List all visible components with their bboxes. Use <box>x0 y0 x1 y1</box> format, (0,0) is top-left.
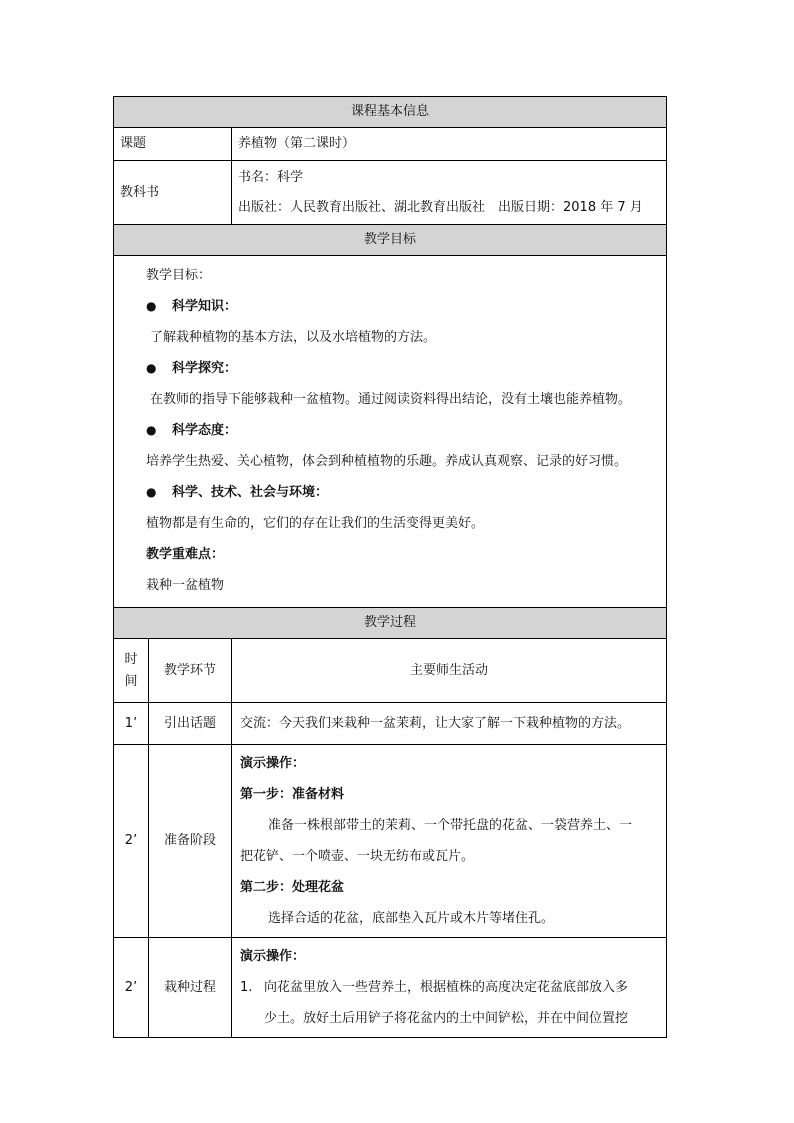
activity-text: 交流：今天我们来栽种一盆茉莉，让大家了解一下栽种植物的方法。 <box>240 715 631 731</box>
topic-value: 养植物（第二课时） <box>232 128 667 161</box>
key-points-text: 栽种一盆植物 <box>146 578 225 593</box>
objective-title: 科学、技术、社会与环境： <box>172 485 329 500</box>
key-points-label: 教学重难点： <box>146 547 225 562</box>
objectives-header: 教学目标 <box>114 225 667 256</box>
step-text: 把花铲、一个喷壶、一块无纺布或瓦片。 <box>240 849 475 864</box>
row-time: 2’ <box>114 745 149 938</box>
objective-title: 科学知识： <box>172 299 238 314</box>
objective-title-row <box>146 415 656 446</box>
process-header: 教学过程 <box>114 608 667 639</box>
lesson-plan-table <box>113 96 667 1038</box>
step-text: 准备一株根部带土的茉莉、一个带托盘的花盆、一袋营养土、一 <box>268 818 633 833</box>
publisher-info: 出版社：人民教育出版社、湖北教育出版社 出版日期：2018 年 7 月 <box>238 199 643 215</box>
bullet-icon: ● <box>146 423 157 437</box>
row-activity <box>232 745 667 938</box>
objective-title-row <box>146 291 656 322</box>
row-activity <box>232 938 667 1038</box>
basic-info-header: 课程基本信息 <box>114 97 667 128</box>
objective-text: 培养学生热爱、关心植物，体会到种植植物的乐趣。养成认真观察、记录的好习惯。 <box>146 454 628 469</box>
demo-label: 演示操作： <box>240 949 306 964</box>
objective-title: 科学探究： <box>172 361 238 376</box>
row-stage: 准备阶段 <box>149 745 232 938</box>
textbook-info <box>232 161 667 225</box>
col-header-time-1: 时 <box>124 651 138 667</box>
col-header-time-2: 间 <box>124 673 138 689</box>
bullet-icon: ● <box>146 485 157 499</box>
textbook-label: 教科书 <box>114 161 232 225</box>
objective-title-row <box>146 353 656 384</box>
col-header-activity: 主要师生活动 <box>232 639 667 703</box>
row-time: 1’ <box>114 703 149 745</box>
bullet-icon: ● <box>146 299 157 313</box>
item-text: 向花盆里放入一些营养土，根据植株的高度决定花盆底部放入多 <box>264 980 629 995</box>
objectives-intro: 教学目标： <box>146 268 212 283</box>
objective-text: 在教师的指导下能够栽种一盆植物。通过阅读资料得出结论，没有土壤也能养植物。 <box>150 392 632 407</box>
demo-label: 演示操作： <box>240 756 306 771</box>
numbered-item <box>240 972 660 1003</box>
row-time: 2’ <box>114 938 149 1038</box>
step-text: 选择合适的花盆，底部垫入瓦片或木片等堵住孔。 <box>268 911 555 926</box>
col-header-time <box>114 639 149 703</box>
col-header-stage: 教学环节 <box>149 639 232 703</box>
topic-label: 课题 <box>114 128 232 161</box>
row-stage: 引出话题 <box>149 703 232 745</box>
row-activity <box>232 703 667 745</box>
objective-text: 植物都是有生命的，它们的存在让我们的生活变得更美好。 <box>146 516 485 531</box>
objective-title: 科学态度： <box>172 423 238 438</box>
objective-title-row <box>146 477 656 508</box>
item-text-continued: 少土。放好土后用铲子将花盆内的土中间铲松，并在中间位置挖 <box>264 1011 629 1026</box>
row-stage: 栽种过程 <box>149 938 232 1038</box>
objective-text: 了解栽种植物的基本方法，以及水培植物的方法。 <box>150 330 437 345</box>
objectives-content <box>114 256 667 608</box>
bullet-icon: ● <box>146 361 157 375</box>
step-title: 第二步：处理花盆 <box>240 880 345 895</box>
book-name: 书名：科学 <box>238 169 304 185</box>
item-number: 1. <box>240 980 253 995</box>
step-title: 第一步：准备材料 <box>240 787 345 802</box>
